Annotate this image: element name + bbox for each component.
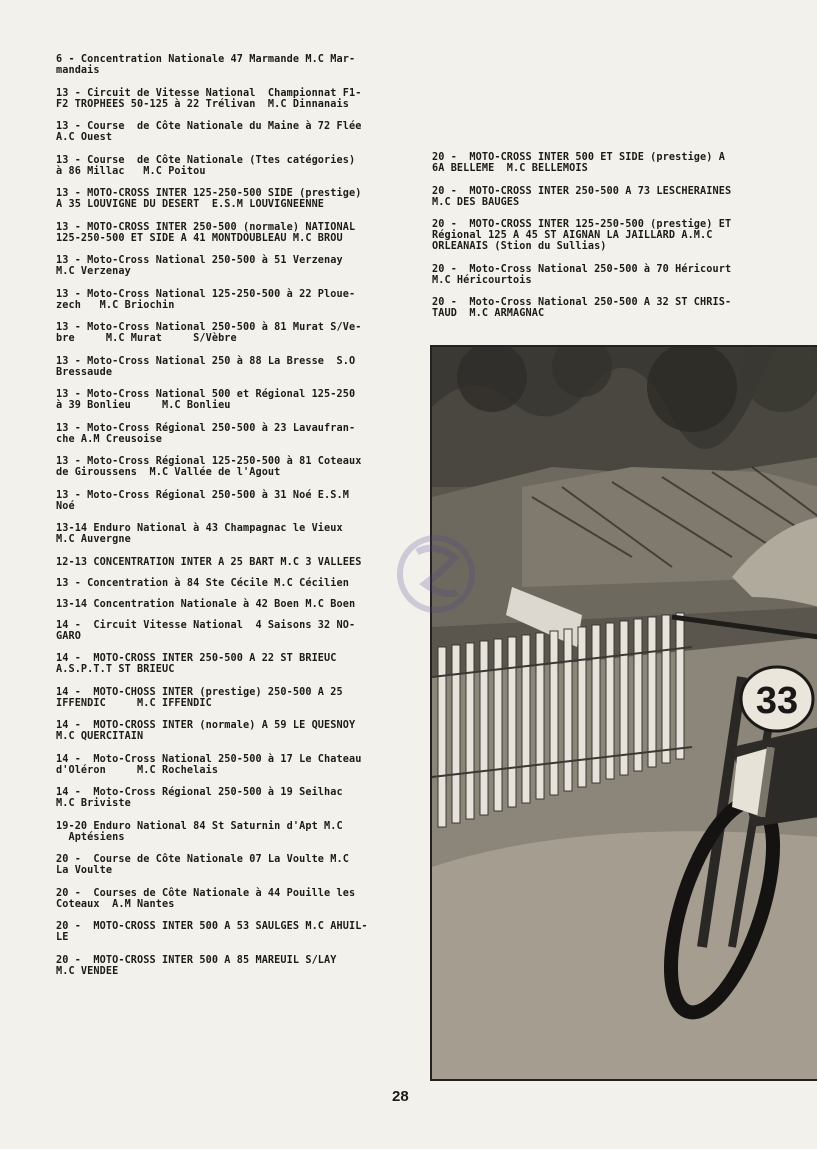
event-entry: 13 - Moto-Cross Régional 250-500 à 31 Noé E.S.M Noé	[56, 489, 349, 512]
event-entry: 13 - Moto-Cross National 250-500 à 51 Verzenay M.C Verzenay	[56, 255, 343, 277]
event-entry: 13 - Concentration à 84 Ste Cécile M.C Cécilien	[56, 577, 349, 589]
event-entry: 13 - Moto-Cross National 500 et Régional 125-250 à 39 Bonlieu M.C Bonlieu	[56, 389, 356, 411]
event-entry: 20 - Moto-Cross National 250-500 A 32 ST CHRIS- TAUD M.C ARMAGNAC	[432, 297, 732, 319]
event-entry: 14 - Circuit Vitesse National 4 Saisons 32 NO- GARO	[56, 619, 356, 642]
event-entry: 14 - MOTO-CHOSS INTER (prestige) 250-500 A 25 IFFENDIC M.C IFFENDIC	[56, 686, 343, 709]
event-entry: 13 - Circuit de Vitesse National Championnat F1- F2 TROPHEES 50-125 à 22 Trélivan M.C Dinnanais	[56, 87, 362, 110]
motocross-photo	[430, 345, 817, 1081]
event-entry: 20 - MOTO-CROSS INTER 500 A 85 MAREUIL S/LAY M.C VENDEE	[56, 954, 337, 977]
event-entry: 13-14 Concentration Nationale à 42 Boen M.C Boen	[56, 598, 356, 610]
watermark-logo	[395, 532, 477, 616]
event-entry: 20 - Moto-Cross National 250-500 à 70 Héricourt M.C Héricourtois	[432, 263, 732, 286]
event-entry: 14 - MOTO-CROSS INTER 250-500 A 22 ST BRIEUC A.S.P.T.T ST BRIEUC	[56, 653, 337, 675]
event-entry: 13 - Moto-Cross National 125-250-500 à 22 Ploue- zech M.C Briochin	[56, 288, 356, 311]
race-number: 33	[755, 680, 799, 722]
event-entry: 14 - Moto-Cross Régional 250-500 à 19 Seilhac M.C Briviste	[56, 787, 343, 809]
event-entry: 13 - MOTO-CROSS INTER 250-500 (normale) NATIONAL 125-250-500 ET SIDE A 41 MONTDOUBLEAU M.C BROU	[56, 221, 356, 244]
event-entry: 12-13 CONCENTRATION INTER A 25 BART M.C 3 VALLEES	[56, 556, 362, 568]
page-number: 28	[392, 1088, 409, 1105]
event-entry: 13 - Moto-Cross Régional 125-250-500 à 81 Coteaux de Giroussens M.C Vallée de l'Agout	[56, 456, 362, 478]
event-entry: 13 - MOTO-CROSS INTER 125-250-500 SIDE (prestige) A 35 LOUVIGNE DU DESERT E.S.M LOUVIGNEENNE	[56, 188, 362, 210]
event-entry: 20 - MOTO-CROSS INTER 250-500 A 73 LESCHERAINES M.C DES BAUGES	[432, 185, 732, 208]
event-entry: 19-20 Enduro National 84 St Saturnin d'Apt M.C Aptésiens	[56, 820, 343, 843]
event-entry: 13 - Moto-Cross National 250-500 à 81 Murat S/Ve- bre M.C Murat S/Vèbre	[56, 322, 362, 344]
event-list-right	[432, 152, 762, 331]
event-entry: 14 - Moto-Cross National 250-500 à 17 Le Chateau d'Oléron M.C Rochelais	[56, 753, 362, 776]
event-entry: 20 - MOTO-CROSS INTER 500 ET SIDE (prestige) A 6A BELLEME M.C BELLEMOIS	[432, 152, 725, 174]
event-entry: 13-14 Enduro National à 43 Champagnac le Vieux M.C Auvergne	[56, 523, 343, 545]
event-entry: 13 - Moto-Cross Régional 250-500 à 23 Lavaufran- che A.M Creusoise	[56, 422, 356, 445]
event-entry: 14 - MOTO-CROSS INTER (normale) A 59 LE QUESNOY M.C QUERCITAIN	[56, 720, 356, 742]
event-entry: 13 - Course de Côte Nationale du Maine à 72 Flée A.C Ouest	[56, 121, 362, 143]
event-entry: 20 - MOTO-CROSS INTER 500 A 53 SAULGES M.C AHUIL- LE	[56, 921, 368, 943]
event-entry: 6 - Concentration Nationale 47 Marmande M.C Mar- mandais	[56, 54, 356, 76]
event-entry: 13 - Course de Côte Nationale (Ttes catégories) à 86 Millac M.C Poitou	[56, 154, 356, 177]
event-entry: 13 - Moto-Cross National 250 à 88 La Bresse S.O Bressaude	[56, 355, 356, 378]
event-entry: 20 - MOTO-CROSS INTER 125-250-500 (prestige) ET Régional 125 A 45 ST AIGNAN LA JAILLARD A.M.C ORLEANAIS (Stion du Sullias)	[432, 219, 732, 252]
event-entry: 20 - Course de Côte Nationale 07 La Voulte M.C La Voulte	[56, 854, 349, 876]
event-entry: 20 - Courses de Côte Nationale à 44 Pouille les Coteaux A.M Nantes	[56, 887, 356, 910]
event-list-left	[56, 54, 396, 988]
